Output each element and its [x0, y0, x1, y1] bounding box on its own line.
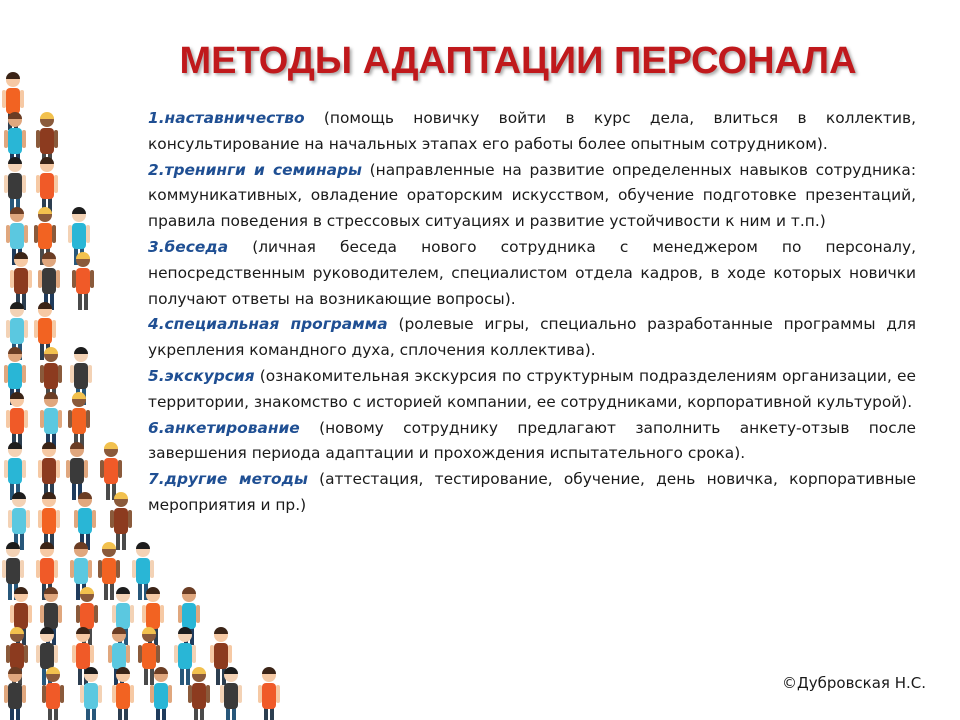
- person-figure: [4, 157, 26, 215]
- methods-list: [148, 106, 916, 519]
- method-title: 1.наставничество: [148, 109, 305, 127]
- method-description: (ролевые игры, специально разработанные программы для укрепления командного духа, сплочения коллектива).: [148, 315, 916, 360]
- person-figure: [40, 392, 62, 450]
- person-figure: [4, 442, 26, 500]
- method-item-1: [148, 106, 916, 158]
- person-figure: [74, 492, 96, 550]
- method-item-6: [148, 416, 916, 468]
- method-description: (ознакомительная экскурсия по структурным подразделениям организации, ее территории, знакомство с историей компании, ее сотрудниками, корпоративной культурой).: [148, 366, 916, 411]
- method-item-4: [148, 312, 916, 364]
- method-title: 6.анкетирование: [148, 418, 300, 437]
- method-title: 7.другие методы: [148, 470, 308, 489]
- person-figure: [80, 667, 102, 720]
- person-figure: [6, 392, 28, 450]
- copyright-text: ©Дубровская Н.С.: [782, 674, 926, 692]
- method-item-7: [148, 467, 916, 519]
- method-item-5: [148, 364, 916, 416]
- method-description: (помощь новичку войти в курс дела, влиться в коллектив, консультирование на начальных этапах его работы более опытным сотрудником).: [148, 109, 916, 153]
- person-figure: [100, 442, 122, 500]
- method-item-3: [148, 235, 916, 312]
- method-title: 5.экскурсия: [148, 366, 255, 385]
- person-figure: [38, 492, 60, 550]
- person-figure: [68, 392, 90, 450]
- method-description: (личная беседа нового сотрудника с менеджером по персоналу, непосредственным руководителем, специалистом отдела кадров, в ходе которых новички получают ответы на возникающие вопросы).: [148, 237, 916, 308]
- person-figure: [36, 157, 58, 215]
- method-item-2: [148, 158, 916, 235]
- method-description: (направленные на развитие определенных навыков сотрудника: коммуникативных, овладение ораторским искусством, обучение подготовке презентаций, правила поведения в стрессовых ситуациях и развитие устойчивости к ним и т.п.): [148, 160, 917, 231]
- person-figure: [38, 442, 60, 500]
- method-title: 4.специальная программа: [148, 315, 388, 334]
- person-figure: [8, 492, 30, 550]
- person-figure: [4, 667, 26, 720]
- person-figure: [110, 492, 132, 550]
- method-title: 2.тренинги и семинары: [148, 160, 362, 179]
- method-title: 3.беседа: [148, 237, 229, 256]
- slide-title: МЕТОДЫ АДАПТАЦИИ ПЕРСОНАЛА: [179, 40, 857, 82]
- person-figure: [188, 667, 210, 720]
- method-description: (аттестация, тестирование, обучение, день новичка, корпоративные мероприятия и пр.): [148, 470, 916, 514]
- person-figure: [66, 442, 88, 500]
- method-description: (новому сотруднику предлагают заполнить анкету-отзыв после завершения периода адаптации и прохождения испытательного срока).: [148, 418, 916, 463]
- person-figure: [258, 667, 280, 720]
